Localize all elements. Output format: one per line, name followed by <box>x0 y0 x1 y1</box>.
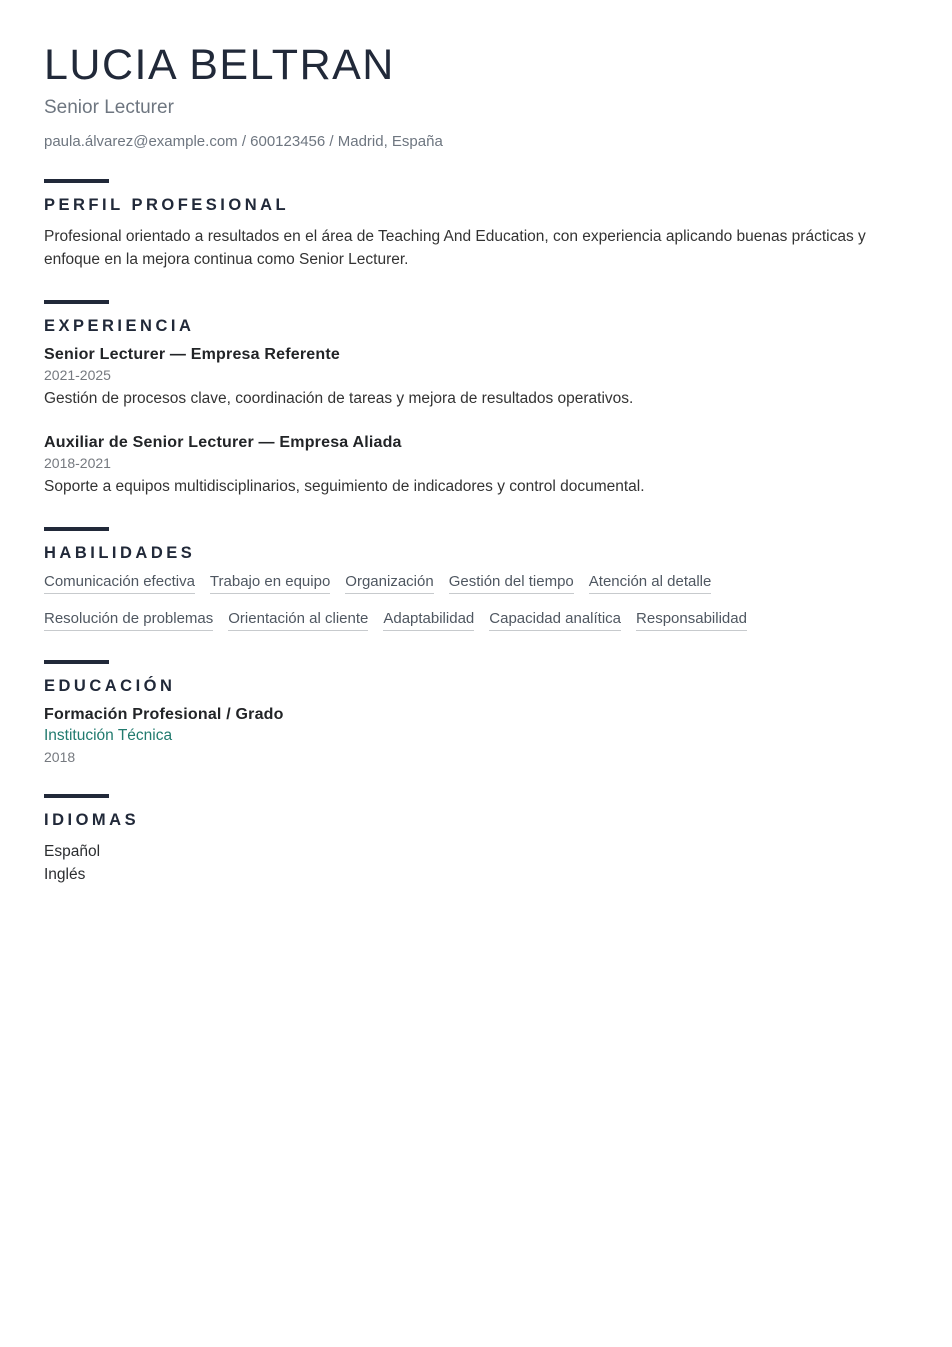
section-divider <box>44 527 109 531</box>
job-description: Gestión de procesos clave, coordinación de tareas y mejora de resultados operativos. <box>44 390 634 407</box>
person-job-title: Senior Lecturer <box>44 97 174 118</box>
profile-text: Profesional orientado a resultados en el área de Teaching And Education, con experiencia aplicando buenas prácticas y enfoque en la mejora continua como Senior Lecturer. <box>44 228 866 268</box>
job-description: Soporte a equipos multidisciplinarios, seguimiento de indicadores y control documental. <box>44 478 645 495</box>
profile-heading: PERFIL PROFESIONAL <box>44 196 290 214</box>
skills-heading: HABILIDADES <box>44 544 196 562</box>
section-divider <box>44 660 109 664</box>
skill-item: Organización <box>345 573 433 594</box>
job-entry <box>44 434 894 498</box>
job-entry <box>44 346 894 410</box>
education-year: 2018 <box>44 749 76 765</box>
skill-item: Responsabilidad <box>636 610 747 631</box>
skills-list <box>44 573 894 631</box>
job-dates: 2018-2021 <box>44 455 111 471</box>
experience-heading: EXPERIENCIA <box>44 317 195 335</box>
education-institution: Institución Técnica <box>44 727 173 744</box>
language-item: Inglés <box>44 866 86 883</box>
skill-item: Trabajo en equipo <box>210 573 330 594</box>
job-title: Auxiliar de Senior Lecturer — Empresa Aliada <box>44 434 402 451</box>
language-item: Español <box>44 843 101 860</box>
section-education <box>44 660 894 765</box>
skill-item: Adaptabilidad <box>383 610 474 631</box>
skill-item: Atención al detalle <box>589 573 712 594</box>
skill-item: Resolución de problemas <box>44 610 213 631</box>
education-degree: Formación Profesional / Grado <box>44 706 284 723</box>
job-title: Senior Lecturer — Empresa Referente <box>44 346 340 363</box>
section-experience <box>44 300 894 498</box>
section-languages <box>44 794 894 886</box>
skill-item: Orientación al cliente <box>228 610 368 631</box>
skill-item: Capacidad analítica <box>489 610 621 631</box>
section-divider <box>44 794 109 798</box>
skill-item: Gestión del tiempo <box>449 573 574 594</box>
resume-header <box>44 41 894 150</box>
section-divider <box>44 179 109 183</box>
education-heading: EDUCACIÓN <box>44 677 176 695</box>
contact-line: paula.álvarez@example.com / 600123456 / Madrid, España <box>44 133 443 150</box>
person-name: LUCIA BELTRAN <box>44 41 395 89</box>
section-divider <box>44 300 109 304</box>
section-profile <box>44 179 894 271</box>
section-skills <box>44 527 894 631</box>
skill-item: Comunicación efectiva <box>44 573 195 594</box>
job-dates: 2021-2025 <box>44 367 111 383</box>
languages-heading: IDIOMAS <box>44 811 140 829</box>
